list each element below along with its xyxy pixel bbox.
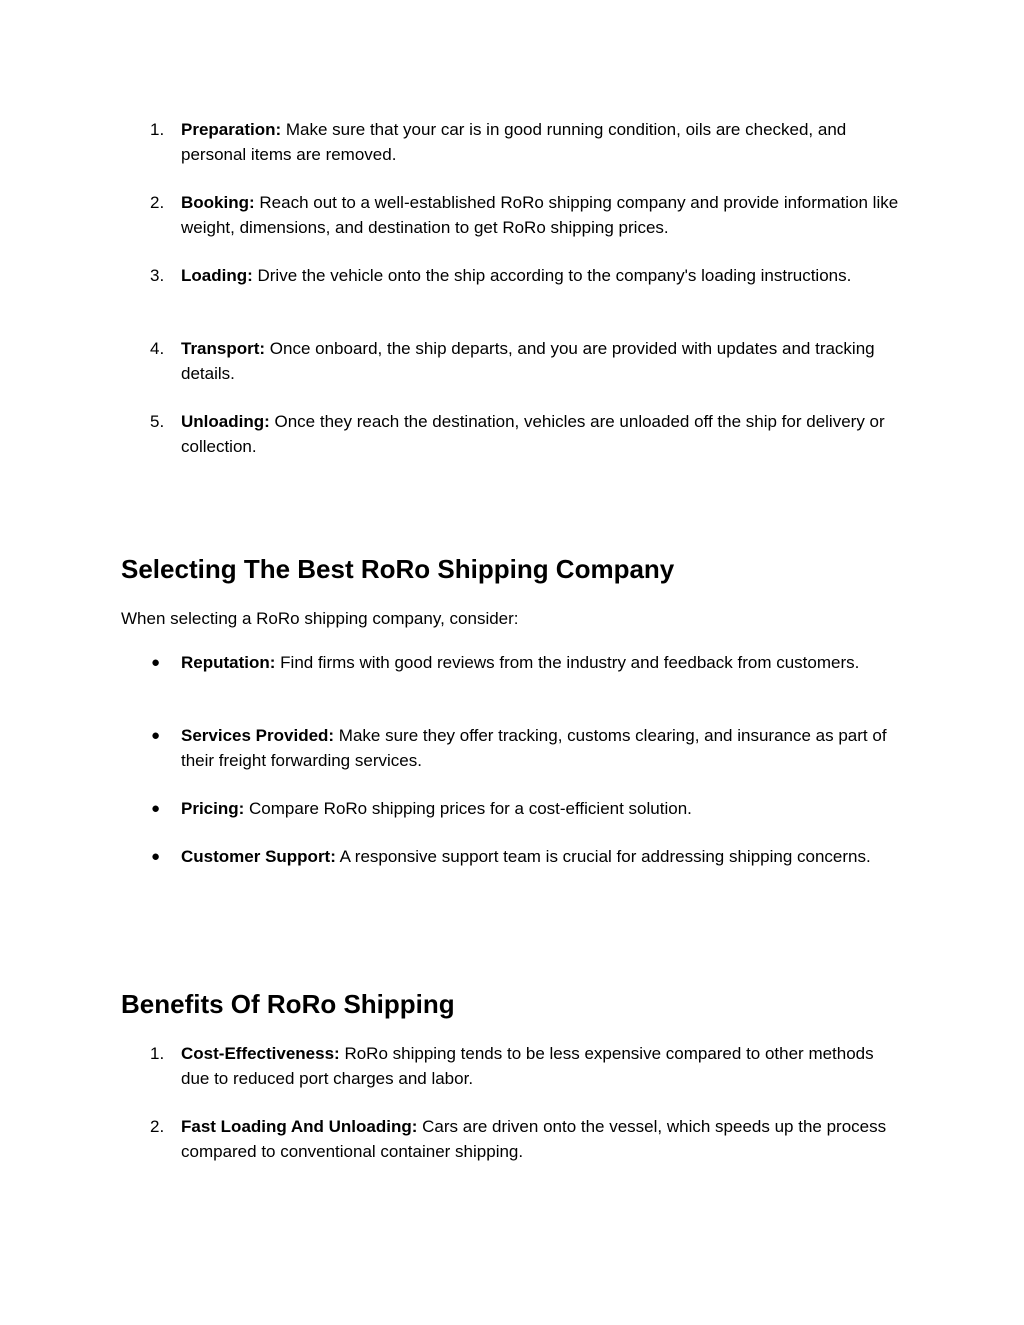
list-item-text: [181, 264, 906, 289]
list-item-description: Make sure they offer tracking, customs clearing, and insurance as part of their freight forwarding services.: [181, 726, 887, 770]
list-item-description: Reach out to a well-established RoRo shipping company and provide information like weight, dimensions, and destination to get RoRo shipping prices.: [181, 193, 899, 237]
list-item-term: Reputation:: [181, 653, 276, 672]
list-item-term: Unloading:: [181, 412, 270, 431]
list-number: 4.: [150, 339, 165, 358]
list-item-text: [181, 1115, 906, 1164]
bullet-icon: ●: [151, 848, 161, 865]
list-item-description: Drive the vehicle onto the ship according to the company's loading instructions.: [252, 266, 852, 285]
list-item-description: A responsive support team is crucial for addressing shipping concerns.: [335, 847, 871, 866]
list-item-text: [181, 337, 906, 386]
list-item-term: Booking:: [181, 193, 255, 212]
bullet-icon: ●: [151, 654, 161, 671]
list-number: 3.: [150, 266, 165, 285]
list-number: 2.: [150, 193, 165, 212]
list-item-text: [181, 797, 906, 822]
list-number: 1.: [150, 120, 165, 139]
list-item-text: [181, 845, 906, 870]
list-item-term: Customer Support:: [181, 847, 336, 866]
list-item-text: [181, 410, 906, 459]
bullet-icon: ●: [151, 800, 161, 817]
list-item-term: Services Provided:: [181, 726, 335, 745]
list-item-text: [181, 191, 906, 240]
list-item-term: Transport:: [181, 339, 266, 358]
list-item-description: Compare RoRo shipping prices for a cost-efficient solution.: [244, 799, 692, 818]
section-intro: When selecting a RoRo shipping company, consider:: [121, 609, 519, 628]
list-number: 5.: [150, 412, 165, 431]
list-number: 1.: [150, 1044, 165, 1063]
list-item-description: Once they reach the destination, vehicles are unloaded off the ship for delivery or collection.: [181, 412, 885, 456]
list-item-description: Cars are driven onto the vessel, which speeds up the process compared to conventional container shipping.: [181, 1117, 887, 1161]
list-item-term: Preparation:: [181, 120, 282, 139]
list-number: 2.: [150, 1117, 165, 1136]
list-item-text: [181, 724, 906, 773]
list-item-description: Once onboard, the ship departs, and you are provided with updates and tracking details.: [181, 339, 875, 383]
list-item-description: RoRo shipping tends to be less expensive compared to other methods due to reduced port charges and labor.: [181, 1044, 874, 1088]
bullet-icon: ●: [151, 727, 161, 744]
section-heading-benefits: Benefits Of RoRo Shipping: [121, 989, 455, 1019]
list-item-term: Pricing:: [181, 799, 245, 818]
list-item-term: Loading:: [181, 266, 253, 285]
list-item-description: Find firms with good reviews from the industry and feedback from customers.: [275, 653, 860, 672]
list-item-text: [181, 118, 906, 167]
list-item-description: Make sure that your car is in good running condition, oils are checked, and personal items are removed.: [181, 120, 847, 164]
list-item-term: Cost-Effectiveness:: [181, 1044, 340, 1063]
list-item-text: [181, 1042, 906, 1091]
list-item-text: [181, 651, 906, 676]
section-heading-selecting: Selecting The Best RoRo Shipping Company: [121, 554, 675, 584]
list-item-term: Fast Loading And Unloading:: [181, 1117, 418, 1136]
